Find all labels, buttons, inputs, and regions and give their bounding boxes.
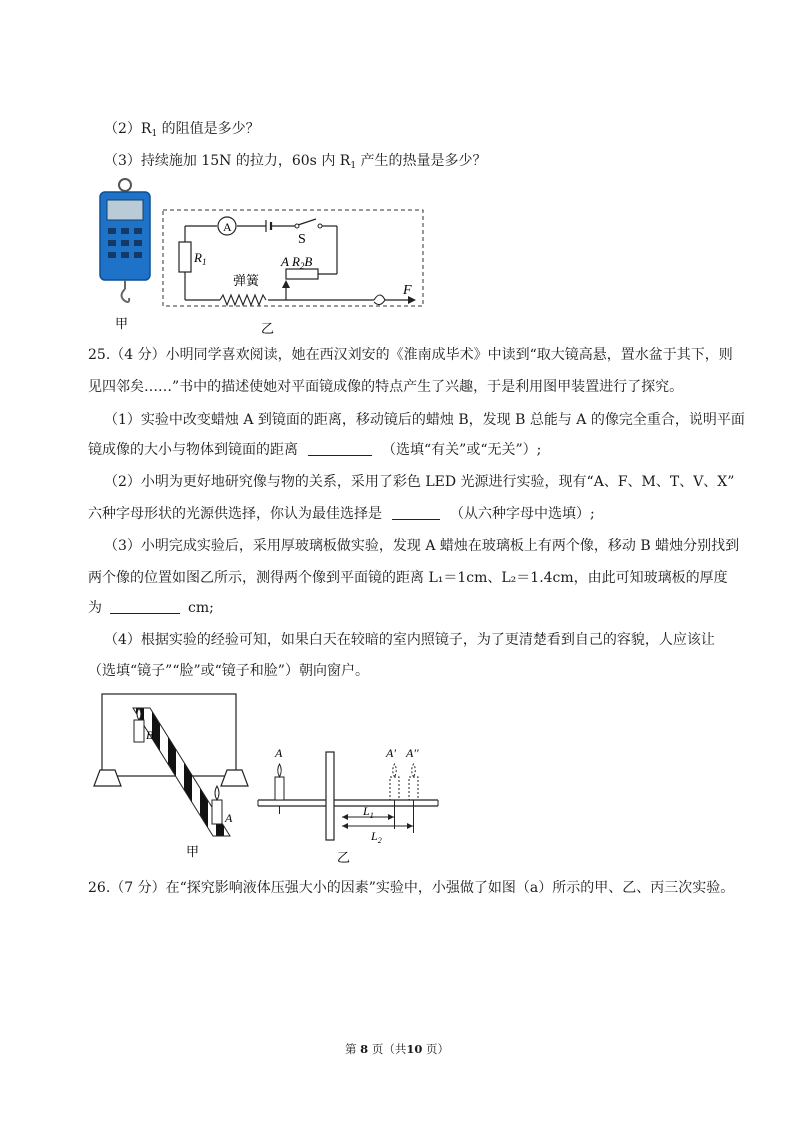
answer-blank-3[interactable]: [110, 599, 180, 614]
q25-figure: [88, 686, 448, 864]
q25-label-yi: 乙: [337, 850, 351, 864]
spring-label: 弹簧: [233, 273, 260, 288]
switch-label: S: [298, 232, 306, 247]
r1-label: $R_1$: [194, 250, 207, 267]
q25-p1-line1: （1）实验中改变蜡烛 A 到镜面的距离，移动镜后的蜡烛 B，发现 B 总能与 A 的像完全重合，说明平面: [104, 412, 745, 428]
q25-p3-line3: 为 cm;: [88, 600, 214, 616]
q25-p3-line2: 两个像的位置如图乙所示，测得两个像到平面镜的距离 L₁＝1cm、L₂＝1.4cm，由此可知玻璃板的厚度: [88, 570, 728, 586]
q25-p3-line1: （3）小明完成实验后，采用厚玻璃板做实验，发现 A 蜡烛在玻璃板上有两个像，移动 B 蜡烛分别找到: [104, 538, 740, 554]
q25-label-jia: 甲: [186, 844, 200, 859]
q24-figure: [90, 176, 430, 336]
figure-yi-thick-glass: [258, 746, 438, 845]
q25-stem-line1: 25.（4 分）小明同学喜欢阅读，她在西汉刘安的《淮南成毕术》中读到“取大镜高悬，置水盆于其下，则: [88, 347, 733, 363]
l1-label: $L_1$: [363, 804, 374, 820]
q24-sub3: （3）持续施加 15N 的拉力，60s 内 $R_1$ 产生的热量是多少？: [104, 153, 487, 171]
image-a2-label: A′′: [406, 746, 419, 760]
l2-label: $L_2$: [371, 829, 382, 845]
q25-p4-line2: （选填“镜子”“脸”或“镜子和脸”）朝向窗户。: [88, 663, 369, 679]
q26-stem: 26.（7 分）在“探究影响液体压强大小的因素”实验中，小强做了如图（a）所示的甲、乙、丙三次实验。: [88, 880, 735, 896]
candle-b-label: B: [146, 728, 154, 742]
image-a1-label: A′: [386, 746, 396, 760]
q25-p2-line1: （2）小明为更好地研究像与物的关系，采用了彩色 LED 光源进行实验，现有“A、F、M、T、V、X”: [104, 474, 735, 490]
object-a-label: A: [275, 746, 283, 760]
q25-stem-line2: 见四邻矣……”书中的描述使她对平面镜成像的特点产生了兴趣，于是利用图甲装置进行了探究。: [88, 379, 684, 395]
answer-blank-1[interactable]: [308, 441, 372, 456]
figure-jia-mirror-setup: [94, 694, 248, 836]
q24-label-jia: 甲: [115, 316, 129, 331]
spring-scale-device: [100, 179, 150, 302]
candle-a-label: A: [225, 811, 233, 825]
ammeter-label: A: [223, 220, 232, 234]
q24-sub2: $(2)R_1$ 的阻值是多少？: [104, 121, 260, 139]
r2-label: A $R_2B$: [281, 254, 313, 271]
force-label: F: [403, 283, 412, 298]
q25-p4-line1: （4）根据实验的经验可知，如果白天在较暗的室内照镜子，为了更清楚看到自己的容貌，人应该让: [104, 632, 715, 648]
q25-p2-line2: 六种字母形状的光源供选择，你认为最佳选择是 （从六种字母中选填）;: [88, 506, 595, 522]
q25-p1-line2: 镜成像的大小与物体到镜面的距离 （选填“有关”或“无关”）;: [88, 442, 542, 458]
page-footer: 第 8 页（共10 页）: [345, 1042, 449, 1056]
q24-label-yi: 乙: [261, 321, 275, 336]
answer-blank-2[interactable]: [392, 505, 440, 520]
